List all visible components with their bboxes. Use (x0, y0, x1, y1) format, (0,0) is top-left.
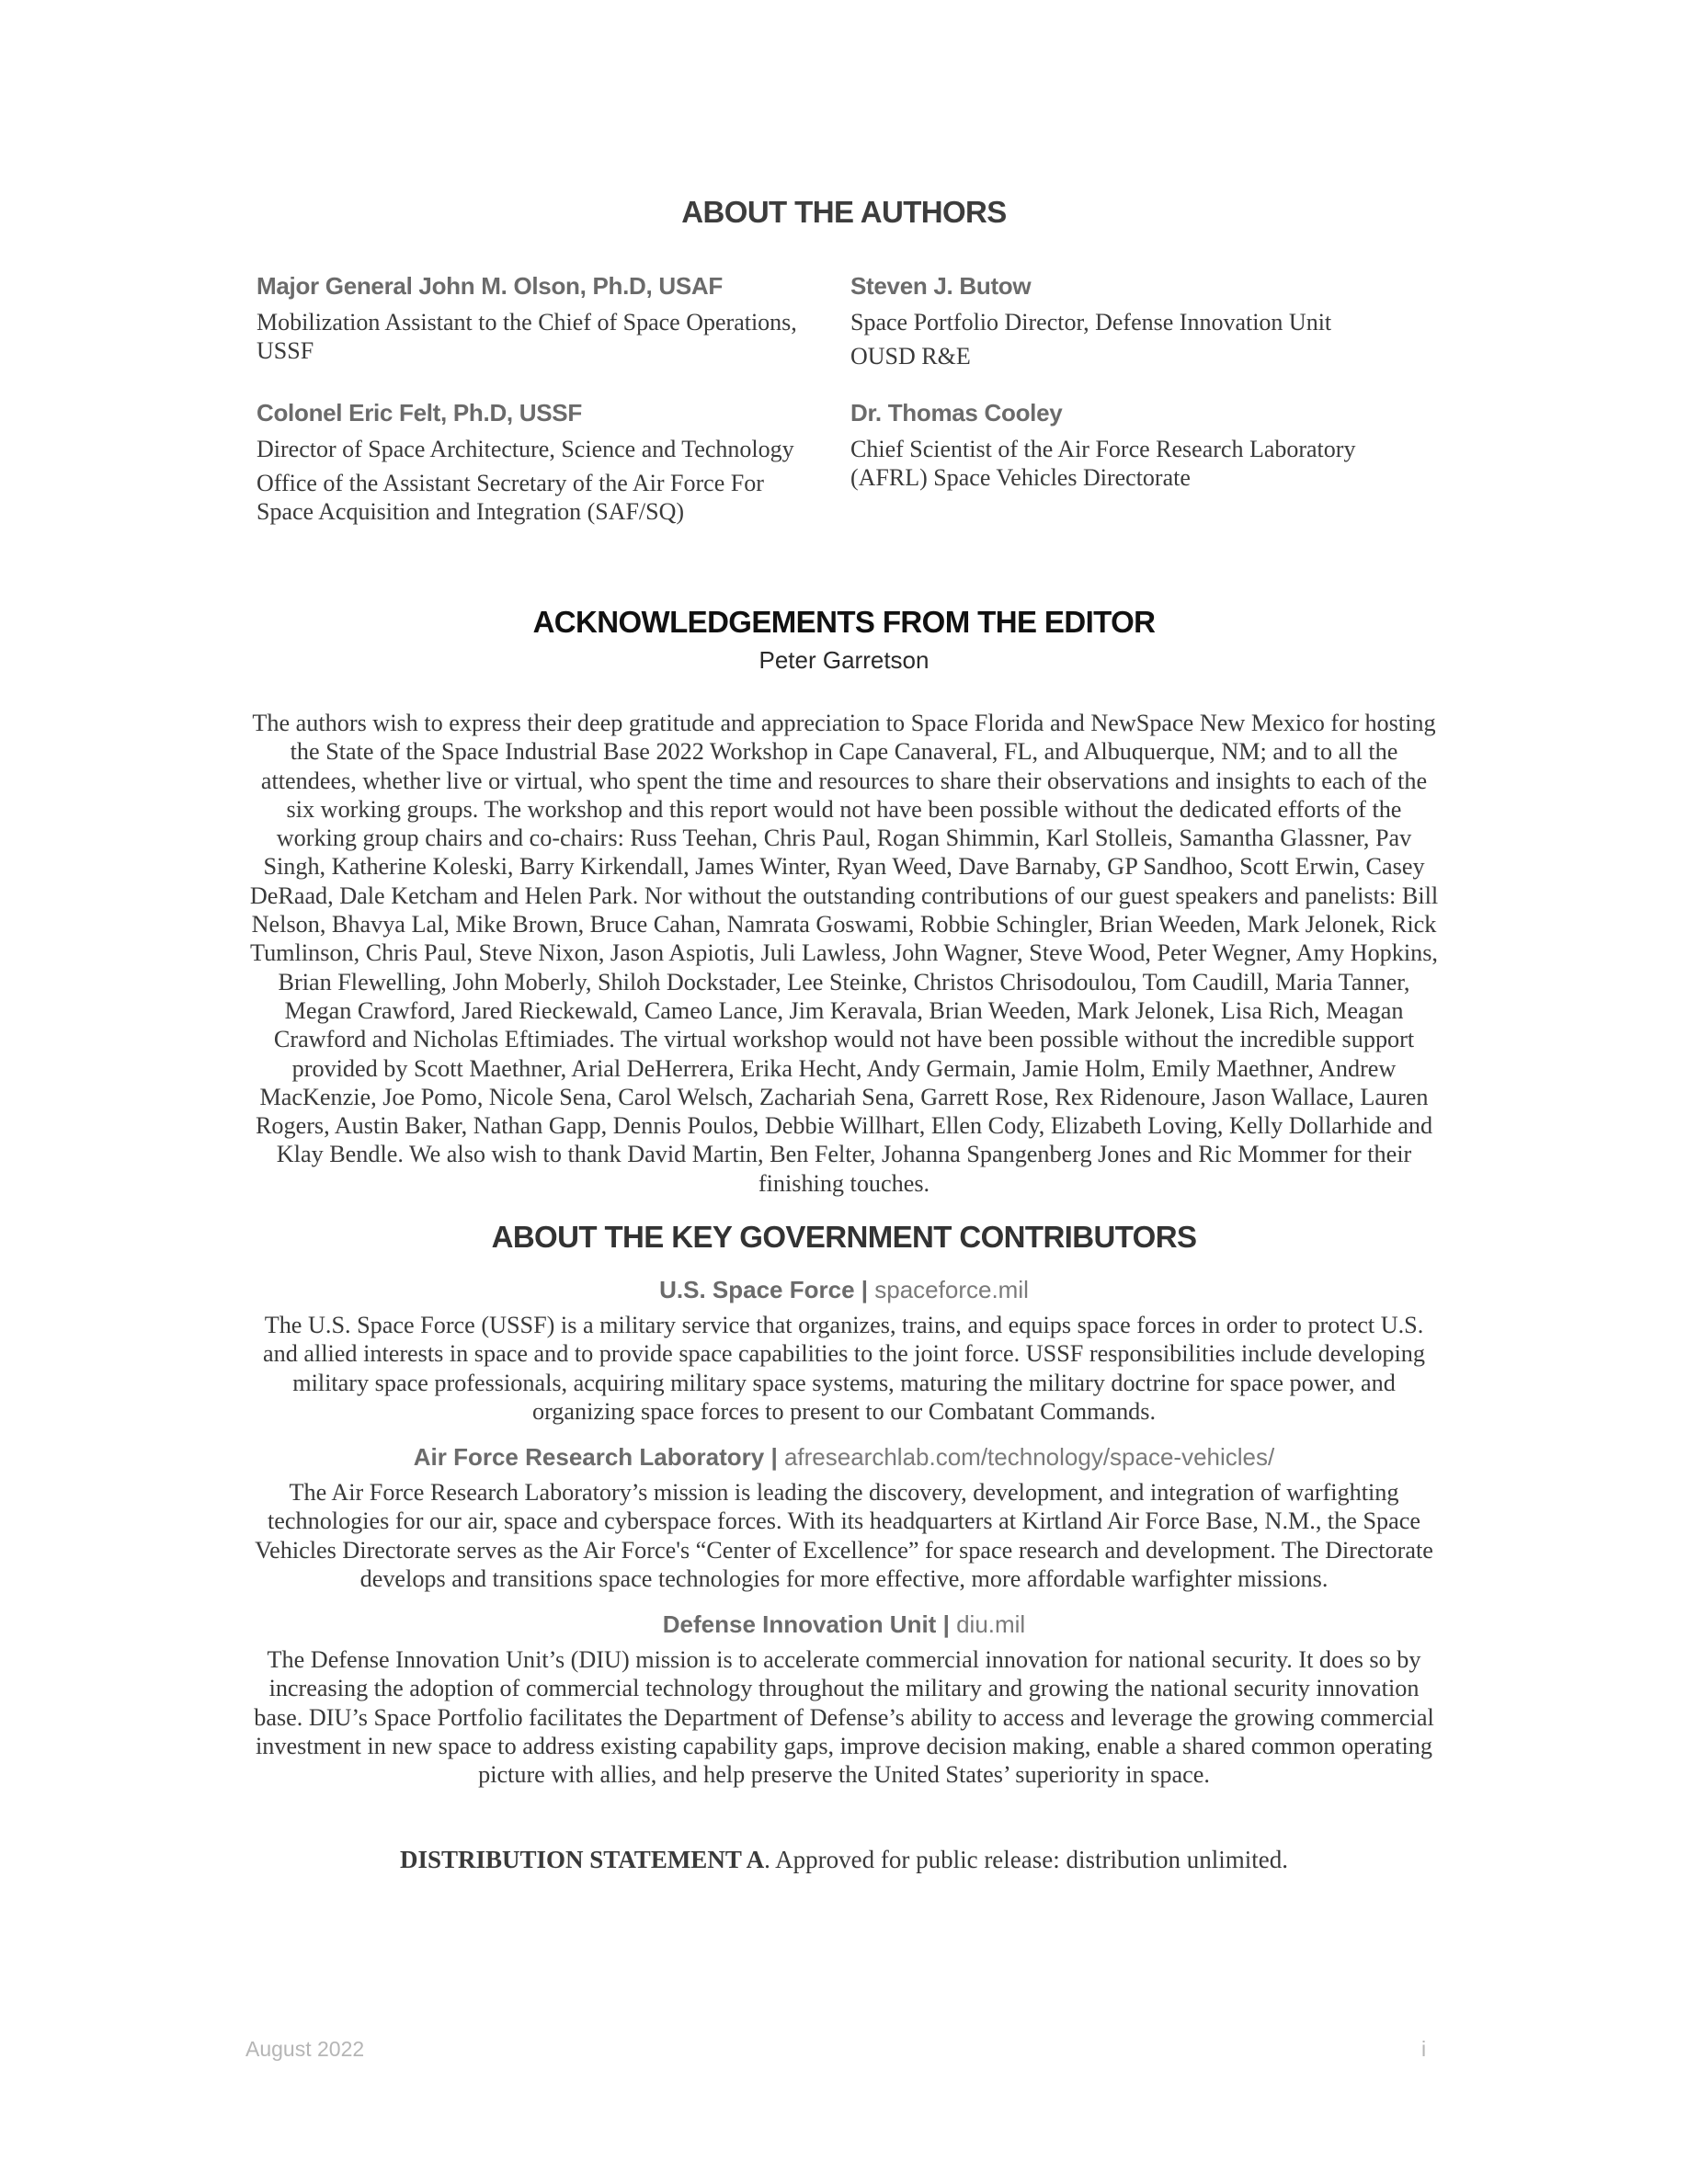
distribution-statement (0, 1846, 1688, 1874)
author-butow (850, 272, 1411, 376)
editor-name: Peter Garretson (758, 646, 930, 674)
org-description-space-force: The U.S. Space Force (USSF) is a military service that organizes, trains, and equips space forces in order to protect U.S. and allied interests in space and to provide space capabilities to the joint force. USSF responsibilities include developing military space professionals, acquiring military space systems, maturing the military doctrine for space power, and organizing space forces to present to our Combatant Commands. (263, 1312, 1425, 1425)
author-title: Office of the Assistant Secretary of the Air Force For Space Acquisition and Integration (SAF/SQ) (257, 470, 764, 525)
about-authors-heading: ABOUT THE AUTHORS (681, 195, 1007, 229)
org-name: Air Force Research Laboratory (413, 1443, 765, 1471)
distribution-text: . Approved for public release: distribution unlimited. (764, 1846, 1288, 1873)
distribution-label: DISTRIBUTION STATEMENT A (399, 1846, 765, 1873)
author-title: Chief Scientist of the Air Force Research Laboratory (AFRL) Space Vehicles Directorate (850, 436, 1356, 491)
org-name: Defense Innovation Unit (662, 1610, 937, 1638)
org-description-diu: The Defense Innovation Unit’s (DIU) mission is to accelerate commercial innovation for national security. It does so by increasing the adoption of commercial technology throughout the military and growing the national security innovation base. DIU’s Space Portfolio facilitates the Department of Defense’s ability to access and leverage the growing commercial investment in new space to address existing capability gaps, improve decision making, enable a shared common operating picture with allies, and help preserve the United States’ superiority in space. (254, 1646, 1434, 1789)
org-description-afrl: The Air Force Research Laboratory’s mission is leading the discovery, development, and integration of warfighting technologies for our air, space and cyberspace forces. With its headquarters at Kirtland Air Force Base, N.M., the Space Vehicles Directorate serves as the Air Force's “Center of Excellence” for space research and development. The Directorate develops and transitions space technologies for more effective, more affordable warfighter missions. (255, 1479, 1433, 1592)
author-cooley (850, 399, 1411, 497)
author-felt (257, 399, 817, 531)
footer-date: August 2022 (245, 2037, 365, 2061)
author-title: OUSD R&E (850, 343, 971, 370)
acknowledgements-heading: ACKNOWLEDGEMENTS FROM THE EDITOR (532, 605, 1156, 639)
author-name: Colonel Eric Felt, Ph.D, USSF (257, 399, 582, 427)
key-contributors-heading: ABOUT THE KEY GOVERNMENT CONTRIBUTORS (491, 1220, 1197, 1254)
org-name: U.S. Space Force (659, 1276, 855, 1303)
org-title-afrl (0, 1443, 1688, 1472)
author-title: Director of Space Architecture, Science and Technology (257, 436, 794, 462)
acknowledgements-body: The authors wish to express their deep gratitude and appreciation to Space Florida and NewSpace New Mexico for hosting the State of the Space Industrial Base 2022 Workshop in Cape Canaveral, FL, and Albuquerque, NM; and to all the attendees, whether live or virtual, who spent the time and resources to share their observations and insights to each of the six working groups. The workshop and this report would not have been possible without the dedicated efforts of the working group chairs and co-chairs: Russ Teehan, Chris Paul, Rogan Shimmin, Karl Stolleis, Samantha Glassner, Pav Singh, Katherine Koleski, Barry Kirkendall, James Winter, Ryan Weed, Dave Barnaby, GP Sandhoo, Scott Erwin, Casey DeRaad, Dale Ketcham and Helen Park. Nor without the outstanding contributions of our guest speakers and panelists: Bill Nelson, Bhavya Lal, Mike Brown, Bruce Cahan, Namrata Goswami, Robbie Schingler, Brian Weeden, Mark Jelonek, Rick Tumlinson, Chris Paul, Steve Nixon, Jason Aspiotis, Juli Lawless, John Wagner, Steve Wood, Peter Wegner, Amy Hopkins, Brian Flewelling, John Moberly, Shiloh Dockstader, Lee Steinke, Christos Chrisodoulou, Tom Caudill, Maria Tanner, Megan Crawford, Jared Rieckewald, Cameo Lance, Jim Keravala, Brian Weeden, Mark Jelonek, Lisa Rich, Meagan Crawford and Nicholas Eftimiades. The virtual workshop would not have been possible without the incredible support provided by Scott Maethner, Arial DeHerrera, Erika Hecht, Andy Germain, Jamie Holm, Emily Maethner, Andrew MacKenzie, Joe Pomo, Nicole Sena, Carol Welsch, Zachariah Sena, Garrett Rose, Rex Ridenoure, Jason Wallace, Lauren Rogers, Austin Baker, Nathan Gapp, Dennis Poulos, Debbie Willhart, Ellen Cody, Elizabeth Loving, Kelly Dollarhide and Klay Bendle. We also wish to thank David Martin, Ben Felter, Johanna Spangenberg Jones and Ric Mommer for their finishing touches. (249, 710, 1439, 1197)
org-separator: | (854, 1276, 875, 1303)
author-name: Dr. Thomas Cooley (850, 399, 1063, 427)
org-title-diu (0, 1610, 1688, 1639)
org-separator: | (764, 1443, 784, 1471)
page-number: i (1421, 2037, 1427, 2061)
org-link[interactable]: diu.mil (956, 1610, 1026, 1638)
org-separator: | (936, 1610, 957, 1638)
author-name: Steven J. Butow (850, 272, 1032, 300)
org-title-space-force (0, 1276, 1688, 1304)
author-name: Major General John M. Olson, Ph.D, USAF (257, 272, 723, 300)
org-link[interactable]: spaceforce.mil (874, 1276, 1029, 1303)
author-title: Mobilization Assistant to the Chief of Space Operations, USSF (257, 309, 797, 364)
org-link[interactable]: afresearchlab.com/technology/space-vehicles/ (783, 1443, 1275, 1471)
author-olson (257, 272, 817, 370)
author-title: Space Portfolio Director, Defense Innovation Unit (850, 309, 1332, 336)
